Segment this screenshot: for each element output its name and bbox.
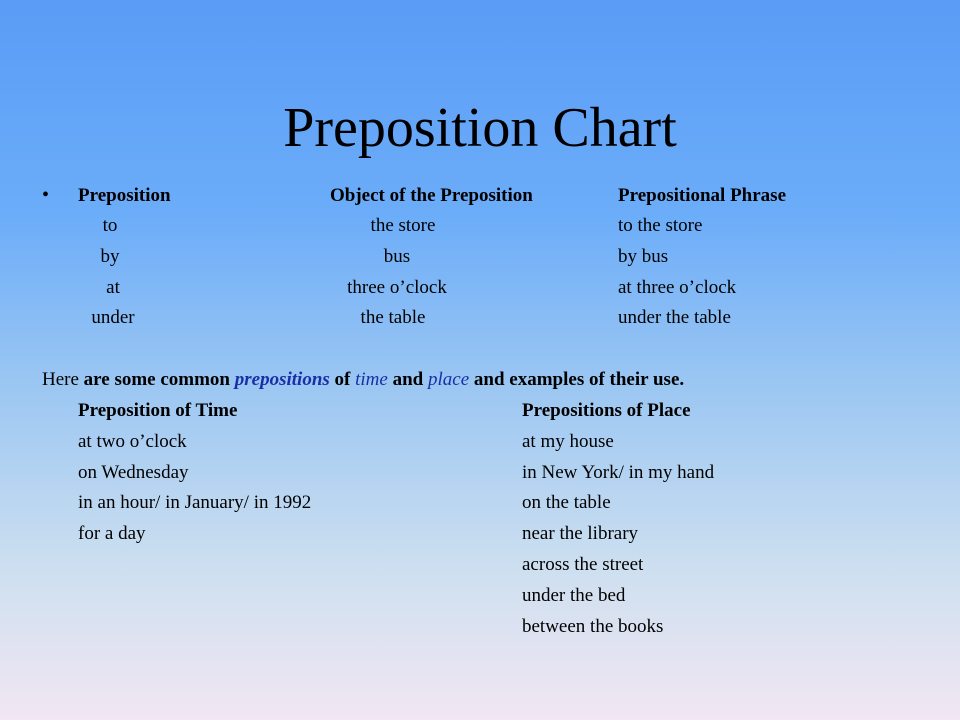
- row-phrase: by bus: [618, 246, 669, 267]
- row-preposition: by: [100, 246, 120, 267]
- row-object: three o’clock: [347, 277, 447, 298]
- header-object: Object of the Preposition: [330, 185, 533, 206]
- row-preposition: at: [106, 277, 120, 298]
- bullet-point: •: [42, 184, 50, 206]
- intro-keyword-prepositions: prepositions: [234, 369, 330, 390]
- row-phrase: at three o’clock: [618, 277, 737, 298]
- intro-text: and examples of their use.: [469, 369, 685, 390]
- row-object: the store: [370, 215, 436, 236]
- row-object: the table: [360, 307, 426, 328]
- place-prepositions-list: [522, 399, 714, 645]
- place-list-item: in New York/ in my hand: [522, 461, 715, 483]
- place-list-item: near the library: [522, 523, 639, 545]
- slide-title: Preposition Chart: [283, 97, 677, 159]
- intro-text: Here: [42, 369, 84, 390]
- intro-sentence: [42, 368, 684, 392]
- intro-text: of: [329, 369, 356, 390]
- row-phrase: to the store: [618, 215, 703, 236]
- header-phrase: Prepositional Phrase: [618, 185, 787, 206]
- time-list-item: on Wednesday: [78, 461, 189, 483]
- row-preposition: to: [102, 215, 118, 236]
- intro-text: and: [387, 369, 428, 390]
- place-list-heading: Prepositions of Place: [522, 400, 691, 421]
- time-list-heading: Preposition of Time: [78, 400, 238, 421]
- place-list-item: under the bed: [522, 584, 626, 606]
- intro-keyword-place: place: [427, 369, 470, 390]
- place-list-item: at my house: [522, 430, 614, 452]
- place-list-item: on the table: [522, 492, 611, 514]
- row-preposition: under: [91, 307, 135, 328]
- time-list-item: in an hour/ in January/ in 1992: [78, 492, 312, 514]
- intro-text: are some common: [83, 369, 235, 390]
- place-list-item: between the books: [522, 615, 664, 637]
- row-phrase: under the table: [618, 307, 731, 328]
- time-prepositions-list: [78, 399, 311, 553]
- time-list-item: at two o’clock: [78, 430, 187, 452]
- time-list-item: for a day: [78, 523, 146, 545]
- header-preposition: Preposition: [78, 185, 171, 206]
- row-object: bus: [383, 246, 411, 267]
- intro-keyword-time: time: [355, 369, 388, 390]
- place-list-item: across the street: [522, 553, 644, 575]
